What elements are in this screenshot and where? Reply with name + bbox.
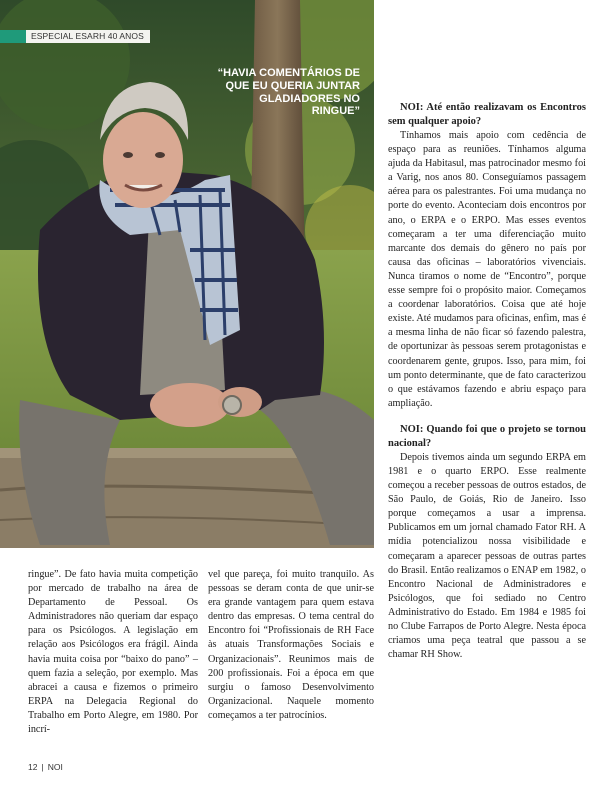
right-text-column	[388, 101, 586, 662]
interview-question-1: NOI: Até então realizavam os Encontros sem qualquer apoio?	[388, 102, 586, 127]
interview-answer-1: Tínhamos mais apoio com cedência de espaço para as reuniões. Tínhamos alguma ajuda da Habitasul, mas patrocinador mesmo foi a Varig, nos anos 80. Conseguíamos passagem aérea para os palestrantes. Foi uma mudança no porte do evento. Aconteciam dois encontros por ano, o ERPA e o ERPO. Mas esses eventos começaram a ter uma diferenciação muito marcante dos demais do gênero no país por causa das oficinas – laboratórios vivenciais. Nunca tiramos o nome de “Encontro”, porque esse sempre foi o propósito maior. Começamos a coordenar laboratórios. Coisa que até hoje existe. Até mudamos para oficinas, enfim, mas é a mesma linha de não ficar só fazendo palestra, de oportunizar às pessoas serem protagonistas e coordenarem gente, grupos. Isso, para mim, foi um ponto determinante, que de fato caracterizou o que estávamos fazendo e abriu espaço para ampliação.	[388, 130, 586, 409]
page-number: 12	[28, 762, 38, 772]
bottom-left-text-column	[28, 568, 198, 737]
pull-quote: “HAVIA COMENTÁRIOS DE QUE EU QUERIA JUNTAR GLADIADORES NO RINGUE”	[217, 67, 360, 118]
interview-question-2: NOI: Quando foi que o projeto se tornou nacional?	[388, 423, 586, 449]
bottom-middle-text-column	[208, 568, 374, 723]
publication-name: NOI	[47, 762, 63, 772]
interview-answer-2: Depois tivemos ainda um segundo ERPA em 1981 e o quarto ERPO. Esse realmente começou a receber pessoas de outros estados, de São Paulo, de Goiás, Rio de Janeiro. Isso porque começamos a usar a imprensa. Publicamos em um jornal chamado Fator RH. A mídia potencializou nossa visibilidade e começaram a aparecer pessoas de outras partes do Brasil. Então realizamos o ENAP em 1982, o Encontro Nacional de Administradores e Psicólogos, que foi sediado no Centro Administrativo do Estado. Em 1984 e 1985 foi no Clube Farrapos de Porto Alegre. Nesta época criamos uma peça teatral que passou a se chamar RH Show.	[388, 451, 586, 661]
continued-paragraph-end: vel que pareça, foi muito tranquilo. As pessoas se deram conta de que unir-se era grande vantagem para quem estava dentro das empresas. O tema central do Encontro foi “Profissionais de RH Face às atuais Transformações Sociais e Organizacionais”. Reunimos mais de 200 profissionais. Foi a época em que surgiu o famoso Desenvolvimento Organizacional. Naquele momento começamos a ter patrocínios.	[208, 569, 374, 721]
continued-paragraph: ringue”. De fato havia muita competição por mercado de trabalho na área de Departamento de Pessoal. Os Administradores não queriam dar espaço para os Psicólogos. A legislação em relação aos Psicólogos era frágil. Ainda havia muita coisa por “baixo do pano” – quem fazia a seleção, por exemplo. Mas abracei a causa e fizemos o primeiro ERPA na Delegacia Regional do Trabalho em Porto Alegre, em 1980. Por incrí-	[28, 569, 198, 736]
section-tag-accent-bar	[0, 30, 26, 43]
section-tag	[0, 30, 150, 43]
footer-separator: |	[41, 762, 44, 772]
section-tag-label: ESPECIAL ESARH 40 ANOS	[26, 30, 150, 43]
page-footer	[28, 762, 63, 772]
